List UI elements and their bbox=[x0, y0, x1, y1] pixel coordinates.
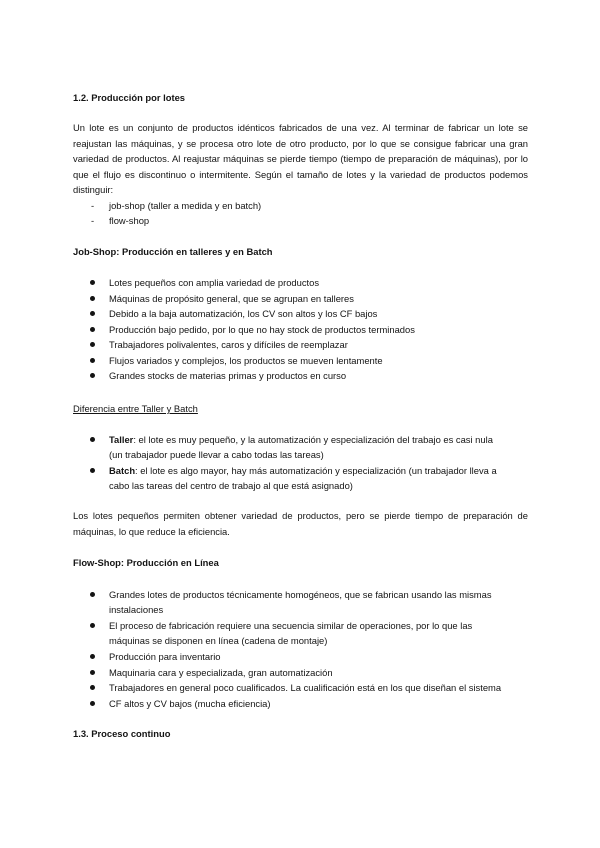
job-shop-heading: Job-Shop: Producción en talleres y en Batch bbox=[73, 246, 273, 257]
intro-paragraph: Un lote es un conjunto de productos idénticos fabricados de una vez. Al terminar de fabricar un lote se reajustan las máquinas, y se procesa otro lote de otro producto, por lo que se consigue fabricar una gran variedad de productos. Al reajustar máquinas se pierde tiempo (tiempo de preparación de máquinas), por lo que el flujo es discontinuo o intermitente. Según el tamaño de lotes y la variedad de productos podemos distinguir: bbox=[73, 122, 528, 195]
list-item: CF altos y CV bajos (mucha eficiencia) bbox=[109, 698, 271, 709]
conclusion-paragraph: Los lotes pequeños permiten obtener variedad de productos, pero se pierde tiempo de preparación de máquinas, lo que reduce la eficiencia. bbox=[73, 510, 528, 537]
list-item: Debido a la baja automatización, los CV son altos y los CF bajos bbox=[109, 308, 378, 319]
list-item: Máquinas de propósito general, que se agrupan en talleres bbox=[109, 293, 354, 304]
section-heading-1-2: 1.2. Producción por lotes bbox=[73, 92, 186, 103]
type-item-flow-shop: flow-shop bbox=[109, 215, 150, 226]
bullet-icon bbox=[90, 670, 95, 675]
batch-line-2: cabo las tareas del centro de trabajo al que está asignado) bbox=[109, 480, 353, 491]
taller-term: Taller bbox=[109, 434, 134, 445]
taller-line-1 bbox=[109, 432, 493, 448]
list-item: Lotes pequeños con amplia variedad de productos bbox=[109, 277, 320, 288]
type-item-job-shop: job-shop (taller a medida y en batch) bbox=[109, 200, 262, 211]
bullet-icon bbox=[90, 311, 95, 316]
list-item: Producción para inventario bbox=[109, 651, 221, 662]
taller-description: : el lote es muy pequeño, y la automatización y especialización del trabajo es casi nula bbox=[133, 434, 493, 445]
bullet-icon bbox=[90, 373, 95, 378]
taller-line-2: (un trabajador puede llevar a cabo todas las tareas) bbox=[109, 449, 324, 460]
bullet-icon bbox=[90, 654, 95, 659]
list-item-continued: instalaciones bbox=[109, 604, 164, 615]
list-item-continued: máquinas se disponen en línea (cadena de montaje) bbox=[109, 635, 328, 646]
section-heading-1-3: 1.3. Proceso continuo bbox=[73, 728, 171, 739]
batch-line-1 bbox=[109, 463, 497, 479]
bullet-icon bbox=[90, 468, 95, 473]
dash-marker: - bbox=[91, 215, 95, 226]
list-item: Grandes stocks de materias primas y productos en curso bbox=[109, 370, 347, 381]
bullet-icon bbox=[90, 623, 95, 628]
list-item: Producción bajo pedido, por lo que no hay stock de productos terminados bbox=[109, 324, 415, 335]
list-item: Flujos variados y complejos, los productos se mueven lentamente bbox=[109, 355, 383, 366]
bullet-icon bbox=[90, 592, 95, 597]
list-item: Trabajadores polivalentes, caros y difíciles de reemplazar bbox=[109, 339, 348, 350]
list-item: El proceso de fabricación requiere una secuencia similar de operaciones, por lo que las bbox=[109, 620, 473, 631]
bullet-icon bbox=[90, 342, 95, 347]
batch-term: Batch bbox=[109, 465, 136, 476]
batch-description: : el lote es algo mayor, hay más automatización y especialización (un trabajador lleva a bbox=[135, 465, 497, 476]
diferencia-heading: Diferencia entre Taller y Batch bbox=[73, 403, 198, 414]
list-item: Trabajadores en general poco cualificados. La cualificación está en los que diseñan el sistema bbox=[109, 682, 502, 693]
bullet-icon bbox=[90, 437, 95, 442]
bullet-icon bbox=[90, 280, 95, 285]
bullet-icon bbox=[90, 358, 95, 363]
bullet-icon bbox=[90, 701, 95, 706]
bullet-icon bbox=[90, 296, 95, 301]
bullet-icon bbox=[90, 685, 95, 690]
bullet-icon bbox=[90, 327, 95, 332]
list-item: Grandes lotes de productos técnicamente homogéneos, que se fabrican usando las mismas bbox=[109, 589, 492, 600]
dash-marker: - bbox=[91, 200, 95, 211]
list-item: Maquinaria cara y especializada, gran automatización bbox=[109, 667, 333, 678]
flow-shop-heading: Flow-Shop: Producción en Línea bbox=[73, 557, 219, 568]
